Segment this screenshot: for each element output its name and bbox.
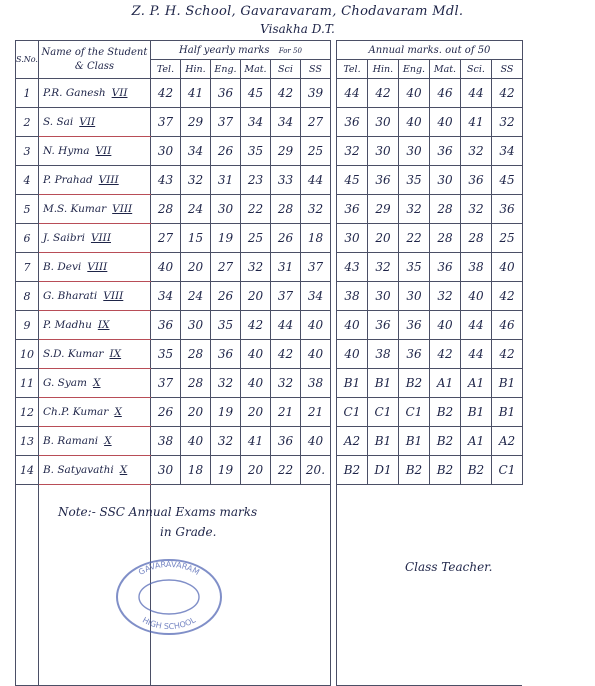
half-yearly-mark-cell: 30 [180,311,210,340]
half-yearly-mark-cell: 18 [180,456,210,485]
annual-mark-cell: 36 [336,195,367,224]
student-class: VII [79,116,96,128]
student-name: B. Ramani [42,435,99,447]
annual-mark-cell: 42 [429,340,460,369]
annual-mark-cell: 35 [398,253,429,282]
half-subject-header: Sci [270,60,300,79]
half-yearly-mark-cell: 38 [150,427,180,456]
half-yearly-mark-cell: 20 [240,456,270,485]
serial-number-cell: 6 [16,224,39,253]
half-yearly-mark-cell: 29 [180,108,210,137]
half-yearly-mark-cell: 21 [300,398,330,427]
annual-mark-cell: 36 [429,253,460,282]
student-class: VIII [98,174,119,186]
half-yearly-mark-cell: 19 [210,398,240,427]
annual-mark-cell: A2 [491,427,522,456]
annual-mark-cell: 44 [336,79,367,108]
half-yearly-mark-cell: 25 [300,137,330,166]
half-subject-header: Tel. [150,60,180,79]
student-name: J. Saibri [42,232,85,244]
annual-mark-cell: 36 [429,137,460,166]
annual-subject-header: SS [491,60,522,79]
half-yearly-mark-cell: 45 [240,79,270,108]
annual-mark-cell: 46 [491,311,522,340]
annual-subject-header: Mat. [429,60,460,79]
annual-mark-cell: 30 [429,166,460,195]
sno-header: S.No. [16,41,39,79]
annual-mark-cell: B1 [491,369,522,398]
half-yearly-mark-cell: 40 [240,369,270,398]
half-yearly-mark-cell: 22 [270,456,300,485]
student-class: X [114,406,122,418]
annual-mark-cell: 40 [398,108,429,137]
student-name: Ch.P. Kumar [42,406,109,418]
annual-mark-cell: B1 [336,369,367,398]
annual-mark-cell: 44 [460,79,491,108]
annual-mark-cell: 36 [367,166,398,195]
annual-mark-cell: 30 [367,108,398,137]
annual-mark-cell: A1 [460,427,491,456]
annual-mark-cell: 32 [460,195,491,224]
annual-mark-cell: 42 [367,79,398,108]
table-row [16,282,523,311]
annual-mark-cell: 42 [491,282,522,311]
annual-mark-cell: 36 [336,108,367,137]
half-yearly-mark-cell: 34 [240,108,270,137]
half-yearly-mark-cell: 35 [150,340,180,369]
half-yearly-mark-cell: 41 [180,79,210,108]
annual-mark-cell: 38 [367,340,398,369]
student-name-cell [38,224,150,253]
student-name-cell [38,456,150,485]
seal-top-text: GAVARAVARAM [137,559,201,577]
blank-cell [270,485,300,686]
annual-mark-cell: B1 [460,398,491,427]
student-name: B. Satyavathi [42,464,114,476]
annual-mark-cell: 38 [336,282,367,311]
half-yearly-mark-cell: 27 [210,253,240,282]
student-class: VII [111,87,128,99]
half-yearly-note: For 50 [278,46,302,55]
annual-mark-cell: 40 [336,340,367,369]
student-name: P. Madhu [42,319,92,331]
annual-mark-cell: C1 [398,398,429,427]
annual-mark-cell: B1 [367,427,398,456]
annual-mark-cell: 30 [336,224,367,253]
half-yearly-mark-cell: 33 [270,166,300,195]
half-yearly-mark-cell: 28 [270,195,300,224]
half-yearly-mark-cell: 36 [270,427,300,456]
annual-mark-cell: B2 [398,369,429,398]
serial-number-cell: 8 [16,282,39,311]
serial-number-cell: 10 [16,340,39,369]
half-yearly-mark-cell: 31 [270,253,300,282]
annual-mark-cell: 40 [429,108,460,137]
half-yearly-mark-cell: 21 [270,398,300,427]
half-yearly-mark-cell: 32 [300,195,330,224]
serial-number-cell: 1 [16,79,39,108]
blank-cell [367,485,398,686]
half-yearly-mark-cell: 20 [180,398,210,427]
serial-number-cell: 7 [16,253,39,282]
student-name-cell [38,253,150,282]
serial-number-cell: 3 [16,137,39,166]
annual-mark-cell: 40 [336,311,367,340]
annual-mark-cell: 36 [491,195,522,224]
half-yearly-label: Half yearly marks [179,44,270,56]
blank-cell [300,485,330,686]
half-yearly-mark-cell: 37 [150,108,180,137]
annual-mark-cell: 42 [491,340,522,369]
student-class: VIII [87,261,108,273]
table-row [16,253,523,282]
student-class: X [104,435,112,447]
half-yearly-mark-cell: 24 [180,282,210,311]
half-yearly-mark-cell: 28 [150,195,180,224]
half-yearly-mark-cell: 26 [210,137,240,166]
half-yearly-mark-cell: 37 [210,108,240,137]
half-yearly-mark-cell: 42 [270,340,300,369]
annual-mark-cell: A2 [336,427,367,456]
half-yearly-mark-cell: 31 [210,166,240,195]
annual-mark-cell: A1 [429,369,460,398]
half-yearly-mark-cell: 34 [270,108,300,137]
half-yearly-mark-cell: 40 [150,253,180,282]
annual-subject-header: Sci. [460,60,491,79]
annual-mark-cell: B2 [460,456,491,485]
half-yearly-mark-cell: 32 [240,253,270,282]
annual-mark-cell: 32 [491,108,522,137]
half-yearly-mark-cell: 20 [240,282,270,311]
annual-mark-cell: B1 [491,398,522,427]
annual-mark-cell: 46 [429,79,460,108]
student-name: N. Hyma [42,145,90,157]
table-row [16,166,523,195]
annual-mark-cell: 30 [367,282,398,311]
half-subject-header: Mat. [240,60,270,79]
annual-mark-cell: A1 [460,369,491,398]
header-row-groups [16,41,523,60]
half-yearly-mark-cell: 19 [210,224,240,253]
annual-mark-cell: 40 [398,79,429,108]
half-yearly-mark-cell: 34 [180,137,210,166]
annual-mark-cell: 32 [429,282,460,311]
annual-mark-cell: B1 [367,369,398,398]
seal-bottom-text: HIGH SCHOOL [140,615,198,632]
annual-mark-cell: 28 [429,224,460,253]
half-yearly-mark-cell: 36 [150,311,180,340]
annual-mark-cell: 30 [398,137,429,166]
half-yearly-mark-cell: 20 [180,253,210,282]
student-name-cell [38,195,150,224]
table-row [16,427,523,456]
half-subject-header: Hin. [180,60,210,79]
serial-number-cell: 9 [16,311,39,340]
blank-cell [398,485,429,686]
student-name-cell [38,79,150,108]
table-row [16,340,523,369]
annual-mark-cell: 36 [398,340,429,369]
annual-mark-cell: 45 [336,166,367,195]
half-subject-header: SS [300,60,330,79]
annual-subject-header: Tel. [336,60,367,79]
half-yearly-mark-cell: 40 [300,340,330,369]
student-class: VIII [103,290,124,302]
serial-number-cell: 12 [16,398,39,427]
serial-number-cell: 14 [16,456,39,485]
half-yearly-mark-cell: 27 [150,224,180,253]
half-yearly-group-header [150,41,330,60]
half-yearly-mark-cell: 30 [150,456,180,485]
half-yearly-mark-cell: 36 [210,340,240,369]
student-name-cell [38,166,150,195]
half-yearly-mark-cell: 26 [270,224,300,253]
table-row [16,398,523,427]
name-header: Name of the Student & Class [38,41,150,79]
table-row [16,369,523,398]
half-yearly-mark-cell: 40 [300,427,330,456]
annual-mark-cell: B2 [429,398,460,427]
note-line-2: in Grade. [160,525,217,539]
student-name: G. Bharati [42,290,98,302]
annual-mark-cell: B2 [336,456,367,485]
annual-mark-cell: 29 [367,195,398,224]
half-yearly-mark-cell: 25 [240,224,270,253]
student-name: S. Sai [42,116,74,128]
student-name-cell [38,137,150,166]
half-yearly-mark-cell: 34 [150,282,180,311]
annual-subject-header: Eng. [398,60,429,79]
student-class: VII [95,145,112,157]
half-yearly-mark-cell: 38 [300,369,330,398]
annual-mark-cell: 25 [491,224,522,253]
half-yearly-mark-cell: 20. [300,456,330,485]
school-seal-stamp [114,557,224,637]
annual-mark-cell: 28 [460,224,491,253]
half-yearly-mark-cell: 26 [210,282,240,311]
half-yearly-mark-cell: 32 [210,427,240,456]
half-yearly-mark-cell: 41 [240,427,270,456]
serial-number-cell: 2 [16,108,39,137]
half-yearly-mark-cell: 29 [270,137,300,166]
student-name: S.D. Kumar [42,348,104,360]
annual-mark-cell: 32 [336,137,367,166]
serial-number-cell: 13 [16,427,39,456]
annual-mark-cell: 36 [398,311,429,340]
annual-mark-cell: B2 [429,456,460,485]
annual-mark-cell: 36 [460,166,491,195]
table-row [16,79,523,108]
half-yearly-mark-cell: 34 [300,282,330,311]
annual-mark-cell: 20 [367,224,398,253]
half-yearly-mark-cell: 40 [180,427,210,456]
annual-mark-cell: 40 [429,311,460,340]
blank-cell [16,485,39,686]
half-yearly-mark-cell: 32 [210,369,240,398]
annual-mark-cell: 30 [367,137,398,166]
half-yearly-mark-cell: 30 [210,195,240,224]
annual-mark-cell: C1 [491,456,522,485]
half-yearly-mark-cell: 37 [270,282,300,311]
annual-mark-cell: 42 [491,79,522,108]
student-name-cell [38,369,150,398]
half-yearly-mark-cell: 15 [180,224,210,253]
annual-mark-cell: B2 [398,456,429,485]
table-row [16,195,523,224]
student-name: P.R. Ganesh [42,87,106,99]
annual-mark-cell: 32 [398,195,429,224]
half-yearly-mark-cell: 37 [150,369,180,398]
class-teacher-signature: Class Teacher. [405,560,493,574]
svg-text:HIGH SCHOOL [141,615,198,631]
half-yearly-mark-cell: 32 [180,166,210,195]
serial-number-cell: 4 [16,166,39,195]
annual-mark-cell: 28 [429,195,460,224]
student-name-cell [38,311,150,340]
student-class: VIII [90,232,111,244]
annual-mark-cell: B2 [429,427,460,456]
blank-cell [429,485,460,686]
table-row [16,224,523,253]
half-yearly-mark-cell: 44 [270,311,300,340]
annual-mark-cell: 40 [491,253,522,282]
half-yearly-mark-cell: 28 [180,340,210,369]
student-name: B. Devi [42,261,82,273]
half-yearly-mark-cell: 18 [300,224,330,253]
half-yearly-mark-cell: 24 [180,195,210,224]
table-row [16,137,523,166]
serial-number-cell: 11 [16,369,39,398]
student-class: VIII [112,203,133,215]
annual-mark-cell: 30 [398,282,429,311]
half-yearly-mark-cell: 23 [240,166,270,195]
half-yearly-mark-cell: 42 [240,311,270,340]
marks-table [15,40,523,686]
annual-mark-cell: 44 [460,311,491,340]
half-yearly-mark-cell: 43 [150,166,180,195]
half-yearly-mark-cell: 35 [210,311,240,340]
student-name: G. Syam [42,377,87,389]
student-name-cell [38,398,150,427]
annual-mark-cell: 32 [367,253,398,282]
half-yearly-mark-cell: 40 [240,340,270,369]
half-yearly-mark-cell: 28 [180,369,210,398]
annual-subject-header: Hin. [367,60,398,79]
half-yearly-mark-cell: 39 [300,79,330,108]
district-heading: Visakha D.T. [260,22,335,36]
annual-mark-cell: D1 [367,456,398,485]
annual-mark-cell: 34 [491,137,522,166]
student-name: M.S. Kumar [42,203,107,215]
half-yearly-mark-cell: 35 [240,137,270,166]
annual-mark-cell: B1 [398,427,429,456]
annual-mark-cell: 45 [491,166,522,195]
half-yearly-mark-cell: 30 [150,137,180,166]
student-name-cell [38,282,150,311]
student-class: X [93,377,101,389]
note-line-1: Note:- SSC Annual Exams marks [58,505,258,519]
half-yearly-mark-cell: 22 [240,195,270,224]
half-yearly-mark-cell: 42 [270,79,300,108]
half-subject-header: Eng. [210,60,240,79]
annual-mark-cell: 40 [460,282,491,311]
student-class: X [119,464,128,476]
half-yearly-mark-cell: 40 [300,311,330,340]
student-name-cell [38,427,150,456]
annual-mark-cell: C1 [336,398,367,427]
half-yearly-mark-cell: 19 [210,456,240,485]
half-yearly-mark-cell: 26 [150,398,180,427]
half-yearly-mark-cell: 42 [150,79,180,108]
half-yearly-mark-cell: 27 [300,108,330,137]
school-name-heading: Z. P. H. School, Gavaravaram, Chodavaram Mdl. [131,4,464,19]
annual-mark-cell: 36 [367,311,398,340]
half-yearly-mark-cell: 32 [270,369,300,398]
annual-mark-cell: 44 [460,340,491,369]
annual-mark-cell: C1 [367,398,398,427]
table-row [16,108,523,137]
serial-number-cell: 5 [16,195,39,224]
annual-group-header: Annual marks. out of 50 [336,41,522,60]
half-yearly-mark-cell: 44 [300,166,330,195]
student-class: IX [97,319,110,331]
student-name-cell [38,108,150,137]
annual-mark-cell: 38 [460,253,491,282]
half-yearly-mark-cell: 36 [210,79,240,108]
blank-cell [336,485,367,686]
student-name-cell [38,340,150,369]
half-yearly-mark-cell: 37 [300,253,330,282]
half-yearly-mark-cell: 20 [240,398,270,427]
annual-mark-cell: 41 [460,108,491,137]
annual-mark-cell: 43 [336,253,367,282]
student-name: P. Prahad [42,174,93,186]
annual-mark-cell: 32 [460,137,491,166]
annual-mark-cell: 35 [398,166,429,195]
blank-cell [460,485,491,686]
annual-mark-cell: 22 [398,224,429,253]
blank-cell [491,485,522,686]
table-row [16,456,523,485]
table-row [16,311,523,340]
student-class: IX [109,348,122,360]
